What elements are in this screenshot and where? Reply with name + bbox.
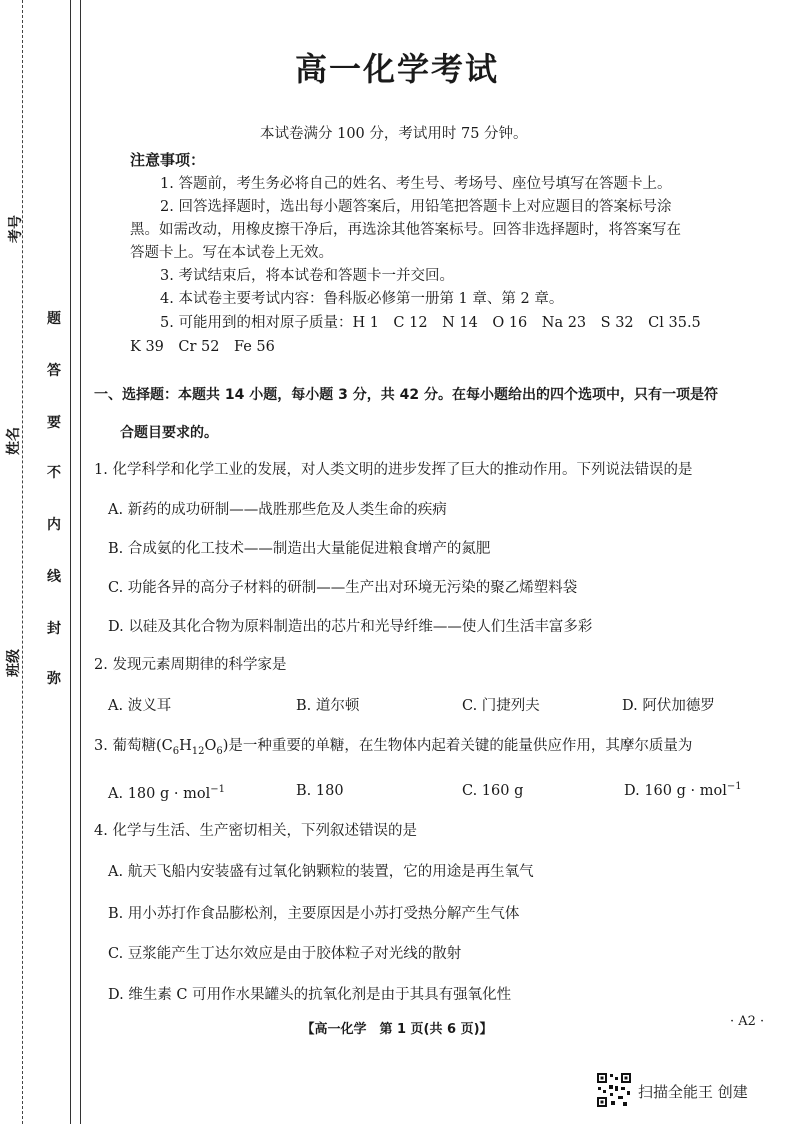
note-line-6: 4. 本试卷主要考试内容：鲁科版必修第一册第 1 章、第 2 章。 <box>160 291 564 307</box>
paper-code: · A2 · <box>730 1014 765 1029</box>
q3-sub-h: 12 <box>191 745 205 757</box>
section-1-heading: 一、选择题：本题共 14 小题，每小题 3 分，共 42 分。在每小题给出的四个选项中，只有一项是符 <box>94 387 718 403</box>
note-line-7: 5. 可能用到的相对原子质量：H 1 C 12 N 14 O 16 Na 23 S 32 Cl 35.5 <box>160 315 701 331</box>
q3-o: O <box>204 738 217 754</box>
q4-option-b: B. 用小苏打作食品膨松剂，主要原因是小苏打受热分解产生气体 <box>108 906 520 922</box>
q4-stem: 4. 化学与生活、生产密切相关，下列叙述错误的是 <box>94 823 417 839</box>
note-line-4: 答题卡上。写在本试卷上无效。 <box>130 245 333 261</box>
seal-char-5: 内 <box>47 517 61 533</box>
q3-option-d-sup: −1 <box>726 781 742 792</box>
seal-char-2: 答 <box>47 363 61 379</box>
left-border-line-1 <box>70 0 71 1124</box>
q3-option-c: C. 160 g <box>462 783 524 799</box>
q3-option-a-sup: −1 <box>210 784 225 795</box>
q2-stem: 2. 发现元素周期律的科学家是 <box>94 657 287 673</box>
exam-no-label: 考号 <box>8 215 24 243</box>
name-label: 姓名 <box>6 427 22 455</box>
q3-option-d <box>624 777 742 801</box>
left-border-line-2 <box>80 0 81 1124</box>
qr-code-icon <box>596 1072 632 1108</box>
q3-option-d-text: D. 160 g · mol <box>624 782 727 799</box>
page-footer: 【高一化学 第 1 页(共 6 页)】 <box>301 1022 493 1037</box>
q3-h: H <box>179 738 192 754</box>
note-line-2: 2. 回答选择题时，选出每小题答案后，用铅笔把答题卡上对应题目的答案标号涂 <box>160 199 672 215</box>
q3-stem <box>94 736 692 762</box>
left-dashed-cut-line <box>22 0 23 1124</box>
seal-char-6: 线 <box>47 569 61 585</box>
q3-option-a-text: A. 180 g · mol <box>108 785 211 802</box>
note-line-5: 3. 考试结束后，将本试卷和答题卡一并交回。 <box>160 268 454 284</box>
q3-sub-c: 6 <box>172 745 180 757</box>
q2-option-d: D. 阿伏加德罗 <box>622 698 715 714</box>
section-1-heading-cont: 合题目要求的。 <box>120 425 218 441</box>
seal-char-1: 题 <box>47 311 61 327</box>
q3-stem-end: )是一种重要的单糖，在生物体内起着关键的能量供应作用，其摩尔质量为 <box>222 738 693 754</box>
qr-code-graphic <box>596 1072 632 1108</box>
q3-option-b: B. 180 <box>296 783 344 799</box>
seal-char-4: 不 <box>47 465 61 481</box>
notes-heading: 注意事项： <box>130 151 206 169</box>
page-title: 高一化学考试 <box>294 50 499 88</box>
seal-char-3: 要 <box>47 415 61 431</box>
q4-option-c: C. 豆浆能产生丁达尔效应是由于胶体粒子对光线的散射 <box>108 946 462 962</box>
exam-info: 本试卷满分 100 分，考试用时 75 分钟。 <box>260 126 528 142</box>
q2-option-b: B. 道尔顿 <box>296 698 360 714</box>
note-line-8: K 39 Cr 52 Fe 56 <box>130 339 275 355</box>
seal-char-7: 封 <box>47 621 61 637</box>
scanner-watermark: 扫描全能王 创建 <box>638 1083 748 1101</box>
q1-option-b: B. 合成氨的化工技术——制造出大量能促进粮食增产的氮肥 <box>108 541 491 557</box>
q2-option-c: C. 门捷列夫 <box>462 698 540 714</box>
q2-option-a: A. 波义耳 <box>108 698 172 714</box>
seal-char-8: 弥 <box>47 671 61 687</box>
q4-option-a: A. 航天飞船内安装盛有过氧化钠颗粒的装置，它的用途是再生氧气 <box>108 864 534 880</box>
q1-option-c: C. 功能各异的高分子材料的研制——生产出对环境无污染的聚乙烯塑料袋 <box>108 580 578 596</box>
q3-sub-o: 6 <box>216 745 223 757</box>
q4-option-d: D. 维生素 C 可用作水果罐头的抗氧化剂是由于其具有强氧化性 <box>108 987 512 1003</box>
note-line-1: 1. 答题前，考生务必将自己的姓名、考生号、考场号、座位号填写在答题卡上。 <box>160 176 672 192</box>
q1-stem: 1. 化学科学和化学工业的发展，对人类文明的进步发挥了巨大的推动作用。下列说法错误的是 <box>94 462 693 478</box>
class-label: 班级 <box>6 649 22 677</box>
q3-option-a <box>108 780 225 804</box>
note-line-3: 黑。如需改动，用橡皮擦干净后，再选涂其他答案标号。回答非选择题时，将答案写在 <box>130 222 681 238</box>
q1-option-a: A. 新药的成功研制——战胜那些危及人类生命的疾病 <box>108 502 447 518</box>
q1-option-d: D. 以硅及其化合物为原料制造出的芯片和光导纤维——使人们生活丰富多彩 <box>108 619 593 635</box>
q3-stem-start: 3. 葡萄糖(C <box>94 738 173 754</box>
